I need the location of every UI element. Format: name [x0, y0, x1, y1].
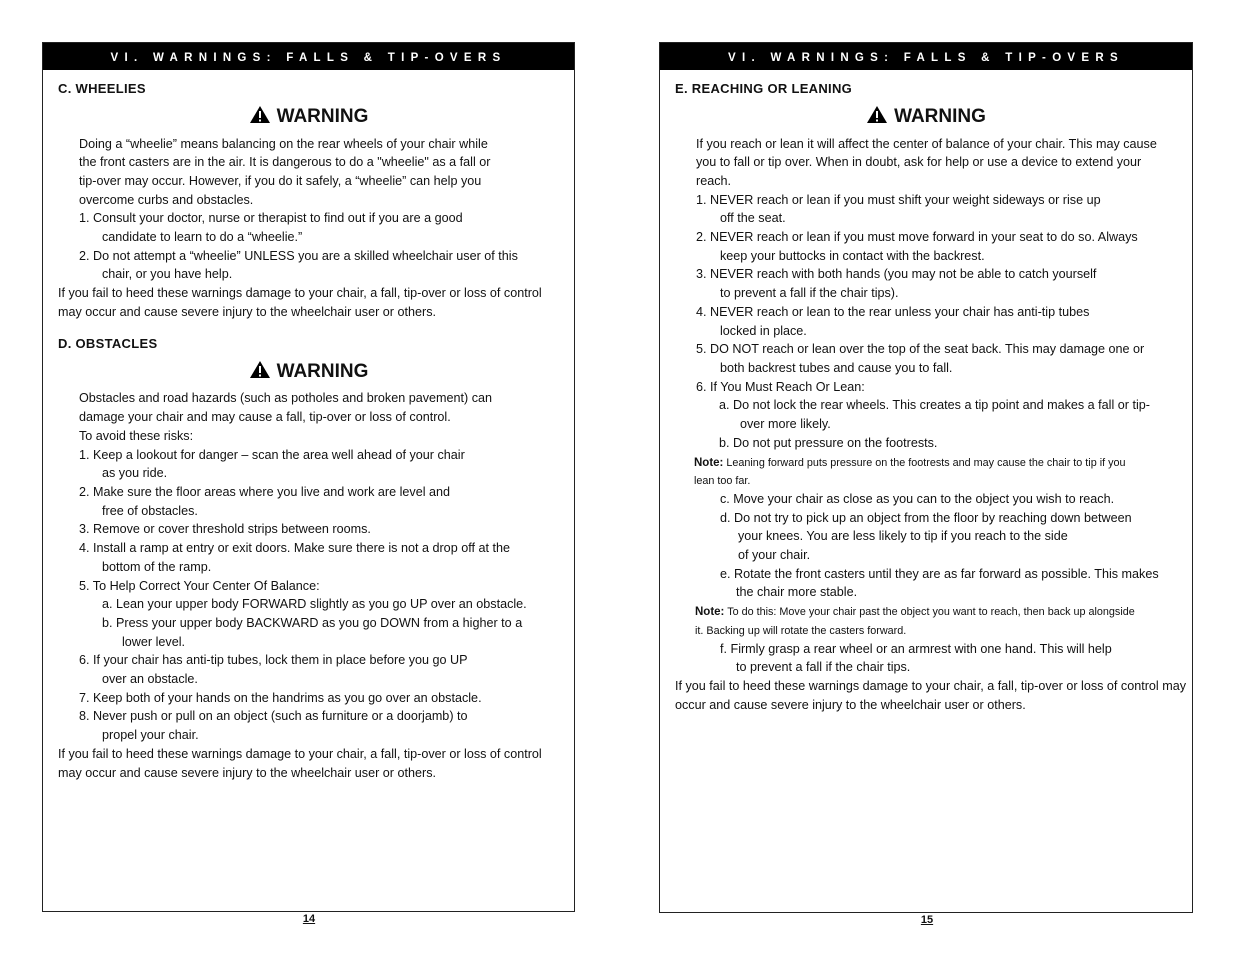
note-label: Note: [695, 606, 725, 618]
sub-list-item-cont: of your chair. [738, 548, 811, 562]
sub-list-item: d. Do not try to pick up an object from the floor by reaching down between [720, 511, 1132, 525]
list-item-cont: as you ride. [102, 466, 168, 480]
list-item: 1. Consult your doctor, nurse or therapist to find out if you are a good [79, 211, 463, 225]
text-line: reach. [696, 174, 732, 188]
list-item: 3. NEVER reach with both hands (you may not be able to catch yourself [696, 267, 1097, 281]
list-item-cont: to prevent a fall if the chair tips). [720, 286, 899, 300]
note-text: To do this: Move your chair past the object you want to reach, then back up alongside [727, 606, 1135, 618]
sub-list-item: a. Lean your upper body FORWARD slightly as you go UP over an obstacle. [102, 597, 527, 611]
text-line: the front casters are in the air. It is dangerous to do a "wheelie" as a fall or [79, 155, 491, 169]
text-line: damage your chair and may cause a fall, tip-over or loss of control. [79, 410, 451, 424]
note-line [694, 455, 1126, 471]
note-label: Note: [694, 457, 724, 469]
list-item: 6. If You Must Reach Or Lean: [696, 380, 865, 394]
text-line: If you reach or lean it will affect the center of balance of your chair. This may cause [696, 137, 1157, 151]
list-item: 3. Remove or cover threshold strips between rooms. [79, 522, 371, 536]
warning-triangle-icon [866, 105, 888, 130]
page-number: 15 [920, 914, 934, 926]
sub-list-item: f. Firmly grasp a rear wheel or an armrest with one hand. This will help [720, 642, 1112, 656]
list-item: 5. To Help Correct Your Center Of Balance: [79, 579, 320, 593]
text-line: may occur and cause severe injury to the wheelchair user or others. [58, 305, 436, 319]
list-item-cont: locked in place. [720, 324, 807, 338]
warning-heading [43, 360, 574, 385]
sub-list-item: a. Do not lock the rear wheels. This creates a tip point and makes a fall or tip- [719, 398, 1150, 412]
text-line: If you fail to heed these warnings damage to your chair, a fall, tip-over or loss of control [58, 747, 542, 761]
list-item-cont: over an obstacle. [102, 672, 198, 686]
warning-triangle-icon [249, 105, 271, 130]
warning-heading [43, 105, 574, 130]
note-text: Leaning forward puts pressure on the footrests and may cause the chair to tip if you [726, 457, 1126, 469]
list-item-cont: both backrest tubes and cause you to fall. [720, 361, 953, 375]
list-item-cont: off the seat. [720, 211, 786, 225]
sub-list-item-cont: to prevent a fall if the chair tips. [736, 660, 911, 674]
text-line: Obstacles and road hazards (such as potholes and broken pavement) can [79, 391, 493, 405]
list-item: 4. Install a ramp at entry or exit doors. Make sure there is not a drop off at the [79, 541, 510, 555]
text-line: If you fail to heed these warnings damage to your chair, a fall, tip-over or loss of control [58, 286, 542, 300]
list-item: 4. NEVER reach or lean to the rear unless your chair has anti-tip tubes [696, 305, 1090, 319]
list-item: 2. Do not attempt a “wheelie” UNLESS you are a skilled wheelchair user of this [79, 249, 518, 263]
sub-list-item: b. Do not put pressure on the footrests. [719, 436, 938, 450]
text-line: you to fall or tip over. When in doubt, ask for help or use a device to extend your [696, 155, 1142, 169]
list-item: 7. Keep both of your hands on the handrims as you go over an obstacle. [79, 691, 482, 705]
list-item-cont: keep your buttocks in contact with the backrest. [720, 249, 985, 263]
list-item-cont: bottom of the ramp. [102, 560, 212, 574]
warning-label: WARNING [276, 361, 369, 382]
section-e-title: E. REACHING OR LEANING [675, 81, 853, 96]
sub-list-item: b. Press your upper body BACKWARD as you go DOWN from a higher to a [102, 616, 523, 630]
list-item-cont: free of obstacles. [102, 504, 198, 518]
note-line [695, 604, 1135, 620]
section-c-title: C. WHEELIES [58, 81, 146, 96]
note-line: it. Backing up will rotate the casters forward. [695, 625, 907, 637]
list-item-cont: chair, or you have help. [102, 267, 233, 281]
sub-list-item: c. Move your chair as close as you can to the object you wish to reach. [720, 492, 1115, 506]
text-line: may occur and cause severe injury to the wheelchair user or others. [58, 766, 436, 780]
page-15 [659, 42, 1193, 913]
list-item-cont: candidate to learn to do a “wheelie.” [102, 230, 303, 244]
list-item: 1. Keep a lookout for danger – scan the area well ahead of your chair [79, 448, 465, 462]
sub-list-item: e. Rotate the front casters until they are as far forward as possible. This makes [720, 567, 1159, 581]
list-item: 8. Never push or pull on an object (such as furniture or a doorjamb) to [79, 709, 468, 723]
sub-list-item-cont: your knees. You are less likely to tip if you reach to the side [738, 529, 1068, 543]
section-banner: VI. WARNINGS: FALLS & TIP-OVERS [43, 43, 574, 70]
list-item: 5. DO NOT reach or lean over the top of the seat back. This may damage one or [696, 342, 1145, 356]
note-line: lean too far. [694, 475, 751, 487]
text-line: overcome curbs and obstacles. [79, 193, 254, 207]
warning-heading [660, 105, 1192, 130]
warning-label: WARNING [276, 106, 369, 127]
sub-list-item-cont: lower level. [122, 635, 185, 649]
warning-label: WARNING [894, 106, 986, 127]
text-line: To avoid these risks: [79, 429, 194, 443]
text-line: If you fail to heed these warnings damage to your chair, a fall, tip-over or loss of control may [675, 679, 1187, 693]
text-line: Doing a “wheelie” means balancing on the rear wheels of your chair while [79, 137, 488, 151]
list-item: 1. NEVER reach or lean if you must shift your weight sideways or rise up [696, 193, 1101, 207]
section-banner: VI. WARNINGS: FALLS & TIP-OVERS [660, 43, 1192, 70]
list-item: 2. Make sure the floor areas where you live and work are level and [79, 485, 451, 499]
list-item: 2. NEVER reach or lean if you must move forward in your seat to do so. Always [696, 230, 1138, 244]
text-line: occur and cause severe injury to the wheelchair user or others. [675, 698, 1026, 712]
warning-triangle-icon [249, 360, 271, 385]
section-d-title: D. OBSTACLES [58, 336, 158, 351]
sub-list-item-cont: the chair more stable. [736, 585, 858, 599]
list-item-cont: propel your chair. [102, 728, 199, 742]
list-item: 6. If your chair has anti-tip tubes, lock them in place before you go UP [79, 653, 468, 667]
page-14 [42, 42, 575, 912]
sub-list-item-cont: over more likely. [740, 417, 831, 431]
page-number: 14 [302, 913, 316, 925]
text-line: tip-over may occur. However, if you do it safely, a “wheelie” can help you [79, 174, 482, 188]
